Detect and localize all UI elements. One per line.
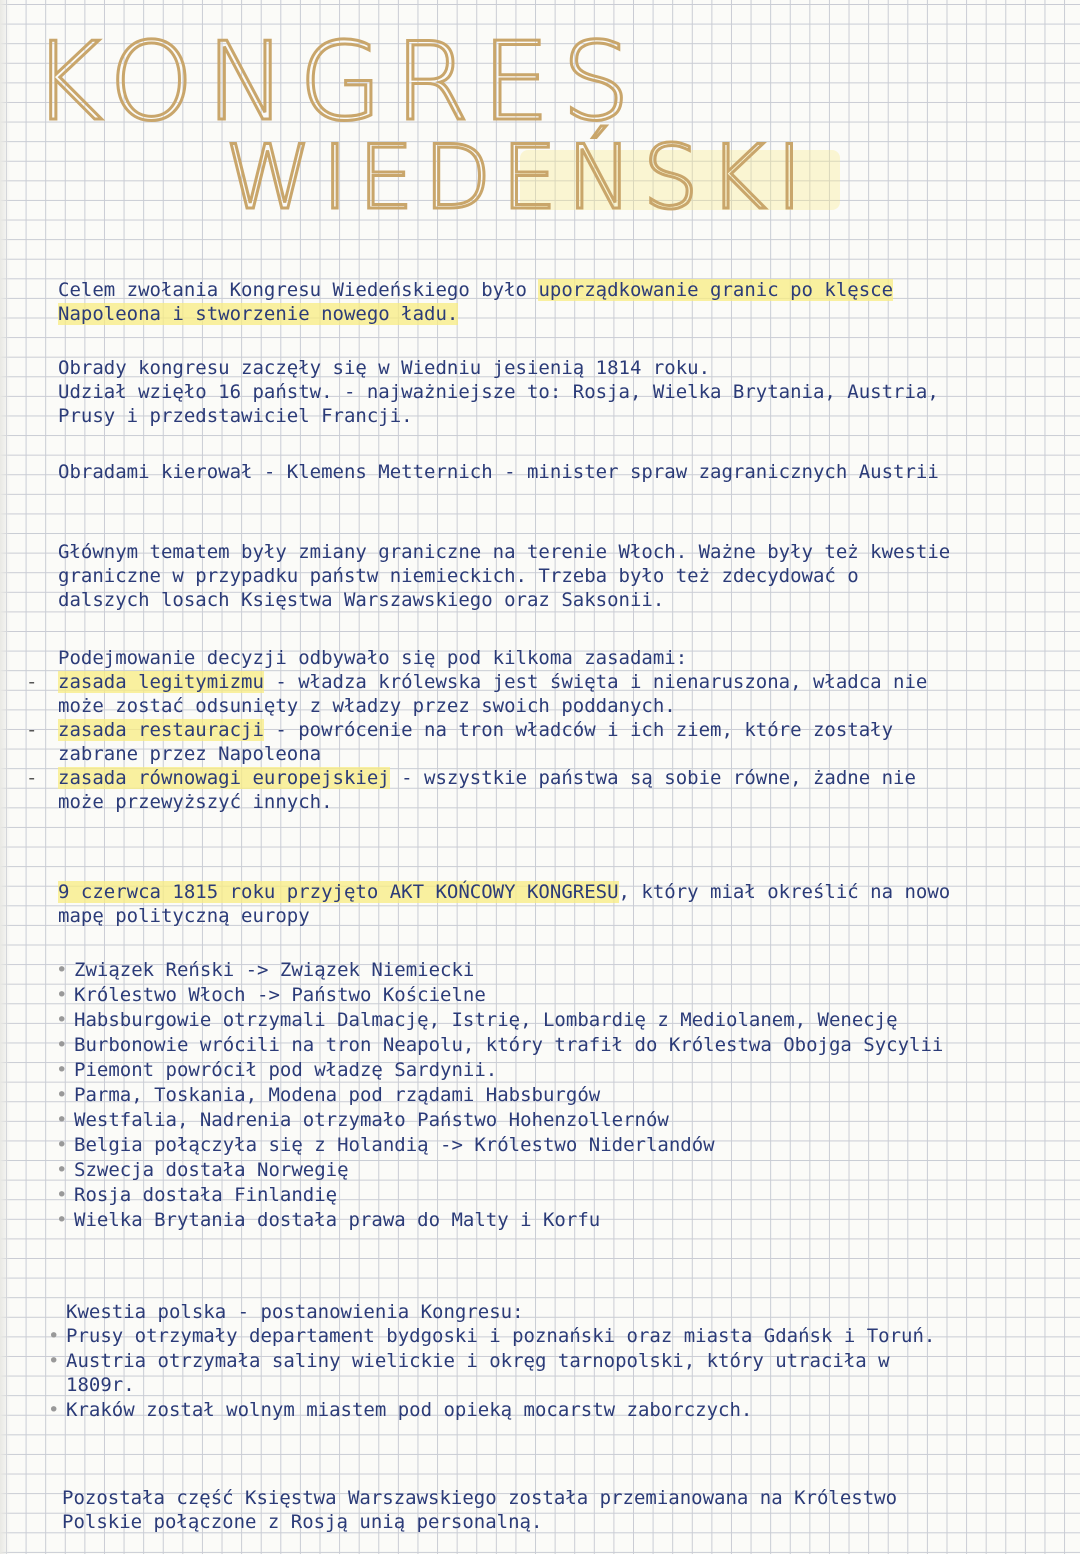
change-item: • Szwecja dostała Norwegię (74, 1158, 974, 1182)
goal-text: Celem zwołania Kongresu Wiedeńskiego było (58, 279, 539, 301)
title-line-2: WIEDEŃSKI (225, 126, 813, 229)
principles-intro: Podejmowanie decyzji odbywało się pod kilkoma zasadami: (58, 647, 688, 669)
change-item: • Wielka Brytania dostała prawa do Malty i Korfu (74, 1208, 974, 1232)
principle-desc: - władza królewska jest święta i nienaruszona, władca nie może zostać odsunięty z władzy przez swoich poddanych. (58, 671, 928, 717)
change-item: • Parma, Toskania, Modena pod rządami Habsburgów (74, 1083, 974, 1107)
principle-desc: - powrócenie na tron władców i ich ziem, które zostały zabrane przez Napoleona (58, 719, 894, 765)
change-item: • Piemont powrócił pod władzę Sardynii. (74, 1058, 974, 1082)
change-item: • Królestwo Włoch -> Państwo Kościelne (74, 983, 974, 1007)
final-act-text: , który miał określić na nowo mapę polityczną europy (58, 881, 951, 927)
principle-item (58, 718, 958, 766)
paragraph-goal (58, 278, 958, 326)
change-item: • Związek Reński -> Związek Niemiecki (74, 958, 974, 982)
polish-item: • Prusy otrzymały departament bydgoski i poznański oraz miasta Gdańsk i Toruń. (66, 1324, 956, 1348)
polish-question-section (66, 1300, 956, 1423)
change-item: • Habsburgowie otrzymali Dalmację, Istrię, Lombardię z Mediolanem, Wenecję (74, 1008, 974, 1032)
page-edge (0, 0, 10, 1554)
polish-intro: Kwestia polska - postanowienia Kongresu: (66, 1301, 524, 1323)
paragraph-final (62, 1486, 942, 1534)
polish-list (66, 1324, 956, 1422)
topics-text: Głównym tematem były zmiany graniczne na terenie Włoch. Ważne były też kwestie graniczne w przypadku państw niemieckich. Trzeba było też zdecydować o dalszych losach Księstwa Warszawskiego oraz Saksonii. (58, 541, 951, 611)
change-item: • Burbonowie wrócili na tron Neapolu, który trafił do Królestwa Obojga Sycylii (74, 1033, 974, 1057)
sessions-line-2: Udział wzięło 16 państw. - najważniejsze to: Rosja, Wielka Brytania, Austria, Prusy i przedstawiciel Francji. (58, 381, 939, 427)
title-line-1: KONGRES (32, 20, 643, 145)
final-text: Pozostała część Księstwa Warszawskiego została przemianowana na Królestwo Polskie połączone z Rosją unią personalną. (62, 1487, 898, 1533)
changes-list (74, 958, 974, 1232)
principle-desc: - wszystkie państwa są sobie równe, żadne nie może przewyższyć innych. (58, 767, 916, 813)
goal-highlight: uporządkowanie granic po klęsce Napoleona i stworzenie nowego ładu. (58, 279, 894, 325)
sessions-line-1: Obrady kongresu zaczęły się w Wiedniu jesienią 1814 roku. (58, 357, 711, 379)
polish-item: • Austria otrzymała saliny wielickie i okręg tarnopolski, który utraciła w 1809r. (66, 1349, 956, 1397)
paragraph-sessions (58, 356, 958, 428)
principle-item (58, 670, 958, 718)
paragraph-leader (58, 460, 958, 484)
final-act-highlight: 9 czerwca 1815 roku przyjęto AKT KOŃCOWY KONGRESU (58, 881, 619, 903)
paragraph-principles (58, 646, 958, 814)
principle-name: zasada legitymizmu (58, 671, 264, 693)
change-item: • Rosja dostała Finlandię (74, 1183, 974, 1207)
paragraph-final-act (58, 880, 958, 928)
principle-name: zasada restauracji (58, 719, 264, 741)
paragraph-topics (58, 540, 958, 612)
leader-text: Obradami kierował - Klemens Metternich - minister spraw zagranicznych Austrii (58, 461, 939, 483)
principle-name: zasada równowagi europejskiej (58, 767, 390, 789)
changes-section (74, 958, 974, 1233)
change-item: • Westfalia, Nadrenia otrzymało Państwo Hohenzollernów (74, 1108, 974, 1132)
principles-list (58, 670, 958, 814)
change-item: • Belgia połączyła się z Holandią -> Królestwo Niderlandów (74, 1133, 974, 1157)
polish-item: • Kraków został wolnym miastem pod opieką mocarstw zaborczych. (66, 1398, 956, 1422)
principle-item (58, 766, 958, 814)
